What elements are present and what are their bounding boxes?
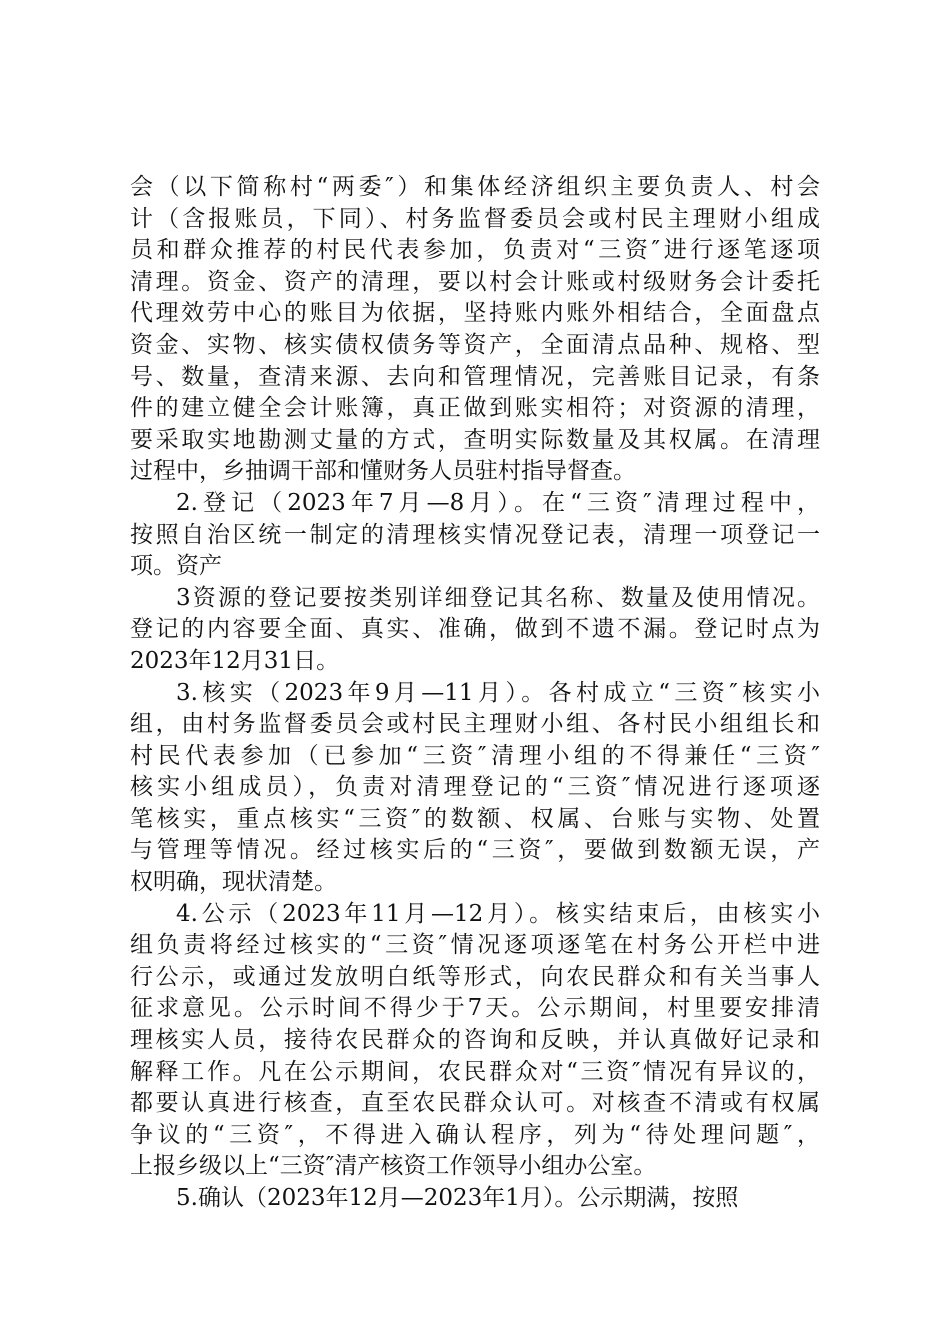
paragraph-publicity xyxy=(130,899,820,1183)
text-line: 与管理等情况。经过核实后的“三资″，要做到数额无误，产 xyxy=(130,837,820,864)
text-line: 按照自治区统一制定的清理核实情况登记表，清理一项登记一 xyxy=(130,521,820,548)
paragraph-registration xyxy=(130,488,820,583)
text-line: 都要认真进行核查，直至农民群众认可。对核查不清或有权属 xyxy=(130,1090,820,1117)
paragraph-confirmation xyxy=(130,1183,820,1215)
text-line: 2023年12月31日。 xyxy=(130,647,340,674)
text-line: 行公示，或通过发放明白纸等形式，向农民群众和有关当事人 xyxy=(130,963,820,990)
text-line: 解释工作。凡在公示期间，农民群众对“三资″情况有异议的， xyxy=(130,1058,820,1085)
text-line: 笔核实，重点核实“三资″的数额、权属、台账与实物、处置 xyxy=(130,805,820,832)
paragraph-verification xyxy=(130,678,820,899)
text-line: 5.确认（2023年12月—2023年1月）。公示期满，按照 xyxy=(176,1185,739,1211)
text-line: 会（以下简称村“两委″）和集体经济组织主要负责人、村会 xyxy=(130,174,820,200)
text-line: 员和群众推荐的村民代表参加，负责对“三资″进行逐笔逐项 xyxy=(130,237,820,264)
text-line: 争议的“三资″，不得进入确认程序，列为“待处理问题″， xyxy=(130,1121,820,1148)
text-line: 征求意见。公示时间不得少于7天。公示期间，村里要安排清 xyxy=(130,995,820,1022)
text-line: 上报乡级以上“三资″清产核资工作领导小组办公室。 xyxy=(130,1153,657,1180)
text-line: 清理。资金、资产的清理，要以村会计账或村级财务会计委托 xyxy=(130,268,820,295)
text-line: 组负责将经过核实的“三资″情况逐项逐笔在村务公开栏中进 xyxy=(130,932,820,959)
text-line: 理核实人员，接待农民群众的咨询和反映，并认真做好记录和 xyxy=(130,1027,820,1054)
text-line: 号、数量，查清来源、去向和管理情况，完善账目记录，有条 xyxy=(130,363,820,390)
text-line: 要采取实地勘测丈量的方式，查明实际数量及其权属。在清理 xyxy=(130,426,820,453)
text-line: 代理效劳中心的账目为依据，坚持账内账外相结合，全面盘点 xyxy=(130,300,820,327)
text-line: 计（含报账员，下同）、村务监督委员会或村民主理财小组成 xyxy=(130,205,820,232)
document-page xyxy=(130,172,820,1215)
text-line: 过程中，乡抽调干部和懂财务人员驻村指导督查。 xyxy=(130,458,636,485)
paragraph-1 xyxy=(130,172,820,488)
text-line: 3资源的登记要按类别详细登记其名称、数量及使用情况。 xyxy=(176,584,820,611)
paragraph-resource-registration xyxy=(130,583,820,678)
text-line: 核实小组成员），负责对清理登记的“三资″情况进行逐项逐 xyxy=(130,774,820,801)
text-line: 4.公示（2023年11月—12月）。核实结束后，由核实小 xyxy=(176,900,820,927)
text-line: 2.登记（2023年7月—8月）。在“三资″清理过程中， xyxy=(176,489,820,516)
text-line: 件的建立健全会计账簿，真正做到账实相符；对资源的清理， xyxy=(130,395,820,422)
text-line: 资金、实物、核实债权债务等资产，全面清点品种、规格、型 xyxy=(130,331,820,358)
text-line: 权明确，现状清楚。 xyxy=(130,869,337,896)
text-line: 村民代表参加（已参加“三资″清理小组的不得兼任“三资″ xyxy=(130,742,820,769)
text-line: 项。资产 xyxy=(130,553,222,580)
text-line: 组，由村务监督委员会或村民主理财小组、各村民小组组长和 xyxy=(130,711,820,738)
text-line: 3.核实（2023年9月—11月）。各村成立“三资″核实小 xyxy=(176,679,820,706)
text-line: 登记的内容要全面、真实、准确，做到不遗不漏。登记时点为 xyxy=(130,616,820,643)
